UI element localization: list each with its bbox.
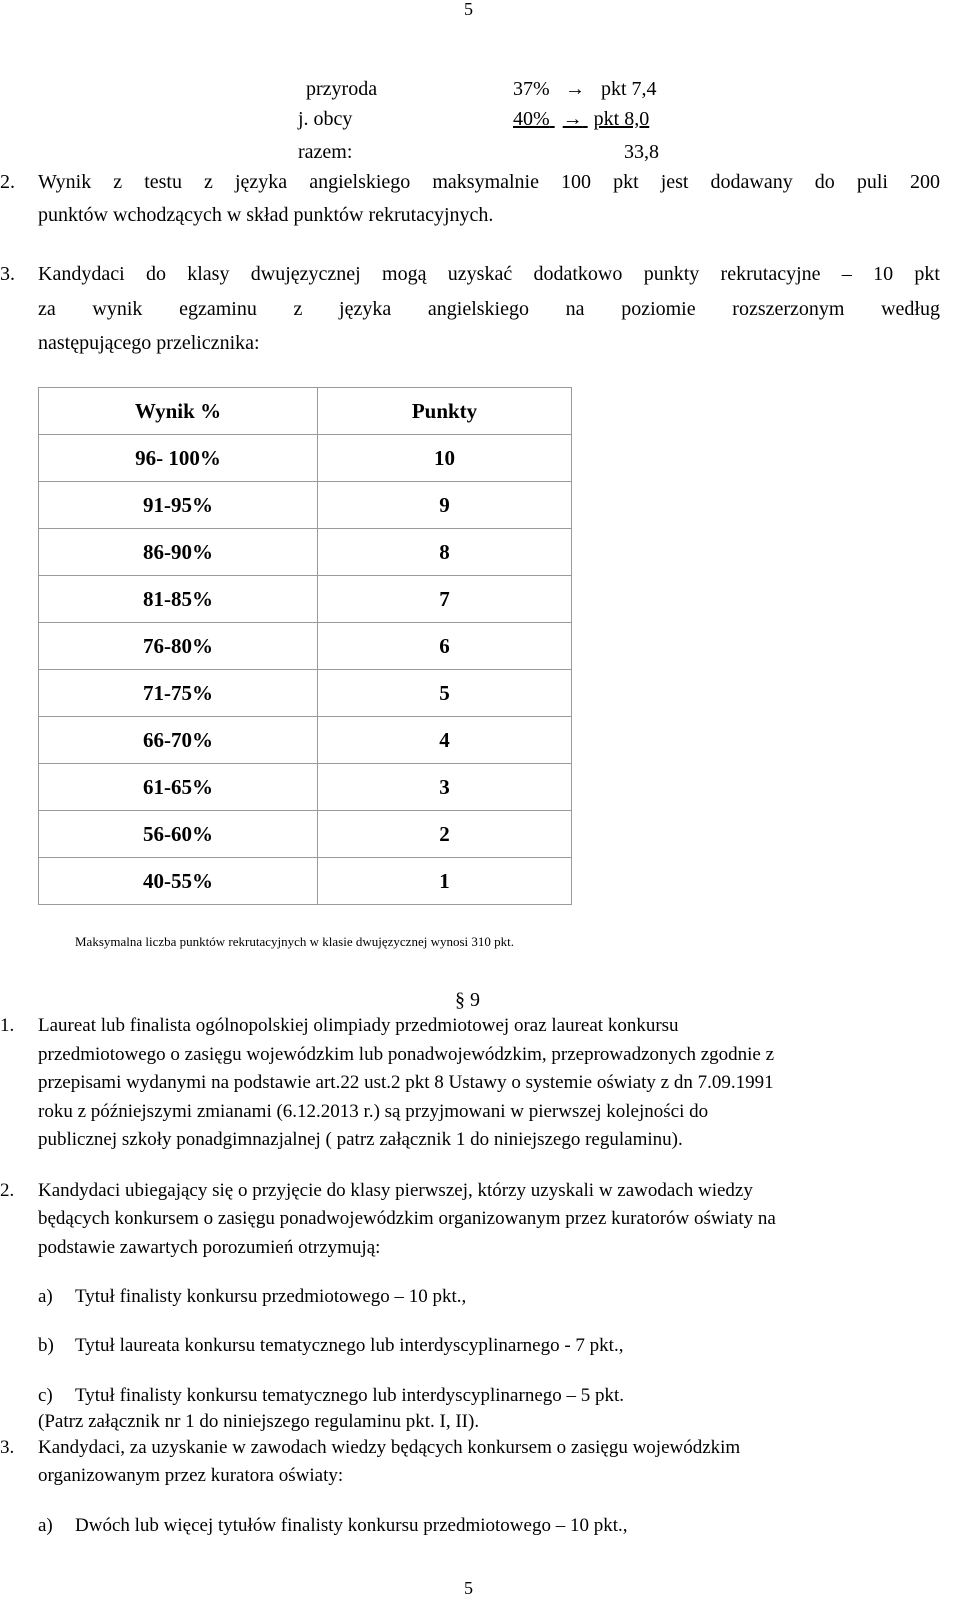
table-cell-points: 7 bbox=[318, 576, 572, 623]
point3-line-1: Kandydaci do klasy dwujęzycznej mogą uzyskać dodatkowo punkty rekrutacyjne – 10 pkt bbox=[38, 263, 940, 285]
summary-label-przyroda: przyroda bbox=[306, 78, 378, 100]
table-cell-score: 86-90% bbox=[39, 529, 318, 576]
s9-p2-item-c-letter: c) bbox=[38, 1385, 53, 1406]
table-cell-points: 2 bbox=[318, 811, 572, 858]
table-cell-score: 81-85% bbox=[39, 576, 318, 623]
table-row bbox=[39, 858, 572, 905]
s9-p3-item-a-letter: a) bbox=[38, 1515, 53, 1536]
s9-p2-item-b-letter: b) bbox=[38, 1335, 54, 1356]
summary-percent-jobcy: 40% bbox=[513, 108, 550, 130]
s9-p1-number: 1. bbox=[0, 1015, 15, 1036]
table-cell-score: 71-75% bbox=[39, 670, 318, 717]
table-header-score: Wynik % bbox=[39, 388, 318, 435]
point3-line-3: następującego przelicznika: bbox=[38, 332, 260, 354]
point2-line-2: punktów wchodzących w skład punktów rekrutacyjnych. bbox=[38, 204, 494, 226]
table-row bbox=[39, 717, 572, 764]
table-cell-points: 4 bbox=[318, 717, 572, 764]
s9-p2-note: (Patrz załącznik nr 1 do niniejszego regulaminu pkt. I, II). bbox=[38, 1411, 480, 1432]
table-header-row bbox=[39, 388, 572, 435]
table-row bbox=[39, 576, 572, 623]
s9-p3-item-a-text: Dwóch lub więcej tytułów finalisty konkursu przedmiotowego – 10 pkt., bbox=[75, 1515, 628, 1536]
s9-p2-item-b-text: Tytuł laureata konkursu tematycznego lub interdyscyplinarnego - 7 pkt., bbox=[75, 1335, 624, 1356]
table-row bbox=[39, 811, 572, 858]
summary-points-jobcy: pkt 8,0 bbox=[593, 108, 650, 130]
s9-p2-line-1: Kandydaci ubiegający się o przyjęcie do klasy pierwszej, którzy uzyskali w zawodach wiedzy bbox=[38, 1180, 753, 1201]
table-header-points: Punkty bbox=[318, 388, 572, 435]
table-cell-points: 3 bbox=[318, 764, 572, 811]
table-cell-score: 56-60% bbox=[39, 811, 318, 858]
conversion-table bbox=[38, 387, 572, 905]
summary-percent-przyroda: 37% bbox=[513, 78, 550, 100]
arrow-icon: → bbox=[562, 108, 583, 130]
table-row bbox=[39, 764, 572, 811]
summary-total-label: razem: bbox=[298, 141, 353, 163]
point2-line-1: Wynik z testu z języka angielskiego maksymalnie 100 pkt jest dodawany do puli 200 bbox=[38, 171, 940, 193]
summary-label-jobcy: j. obcy bbox=[298, 108, 353, 130]
table-row bbox=[39, 623, 572, 670]
table-cell-points: 1 bbox=[318, 858, 572, 905]
table-row bbox=[39, 670, 572, 717]
table-cell-score: 91-95% bbox=[39, 482, 318, 529]
section-heading: § 9 bbox=[455, 989, 480, 1011]
page-number-bottom: 5 bbox=[464, 1578, 473, 1598]
table-cell-points: 6 bbox=[318, 623, 572, 670]
table-row bbox=[39, 435, 572, 482]
table-cell-score: 76-80% bbox=[39, 623, 318, 670]
table-cell-score: 61-65% bbox=[39, 764, 318, 811]
arrow-icon: → bbox=[565, 78, 585, 100]
s9-p1-line-1: Laureat lub finalista ogólnopolskiej olimpiady przedmiotowej oraz laureat konkursu bbox=[38, 1015, 679, 1036]
s9-p2-number: 2. bbox=[0, 1180, 15, 1201]
s9-p1-line-4: roku z późniejszymi zmianami (6.12.2013 r.) są przyjmowani w pierwszej kolejności do bbox=[38, 1101, 709, 1122]
s9-p2-item-a-text: Tytuł finalisty konkursu przedmiotowego – 10 pkt., bbox=[75, 1286, 467, 1307]
s9-p2-item-c-text: Tytuł finalisty konkursu tematycznego lub interdyscyplinarnego – 5 pkt. bbox=[75, 1385, 625, 1406]
point3-number: 3. bbox=[0, 263, 15, 285]
point3-line-2: za wynik egzaminu z języka angielskiego na poziomie rozszerzonym według bbox=[38, 298, 940, 320]
table-cell-points: 8 bbox=[318, 529, 572, 576]
table-cell-score: 66-70% bbox=[39, 717, 318, 764]
s9-p2-item-a-letter: a) bbox=[38, 1286, 53, 1307]
table-row bbox=[39, 529, 572, 576]
summary-points-przyroda: pkt 7,4 bbox=[601, 78, 657, 100]
table-cell-points: 10 bbox=[318, 435, 572, 482]
s9-p1-line-5: publicznej szkoły ponadgimnazjalnej ( patrz załącznik 1 do niniejszego regulaminu). bbox=[38, 1129, 683, 1150]
table-cell-points: 5 bbox=[318, 670, 572, 717]
page-number-top: 5 bbox=[464, 0, 473, 19]
s9-p3-number: 3. bbox=[0, 1437, 15, 1458]
s9-p3-line-2: organizowanym przez kuratora oświaty: bbox=[38, 1465, 344, 1486]
s9-p1-line-2: przedmiotowego o zasięgu wojewódzkim lub ponadwojewódzkim, przeprowadzonych zgodnie z bbox=[38, 1044, 775, 1065]
summary-jobcy-underlined bbox=[513, 107, 671, 131]
point2-number: 2. bbox=[0, 171, 15, 193]
s9-p3-line-1: Kandydaci, za uzyskanie w zawodach wiedzy będących konkursem o zasięgu wojewódzkim bbox=[38, 1437, 741, 1458]
table-cell-score: 96- 100% bbox=[39, 435, 318, 482]
table-cell-points: 9 bbox=[318, 482, 572, 529]
table-note: Maksymalna liczba punktów rekrutacyjnych w klasie dwujęzycznej wynosi 310 pkt. bbox=[75, 934, 514, 949]
s9-p1-line-3: przepisami wydanymi na podstawie art.22 ust.2 pkt 8 Ustawy o systemie oświaty z dn 7.09.1991 bbox=[38, 1072, 774, 1093]
s9-p2-line-3: podstawie zawartych porozumień otrzymują: bbox=[38, 1237, 381, 1258]
s9-p2-line-2: będących konkursem o zasięgu ponadwojewódzkim organizowanym przez kuratorów oświaty na bbox=[38, 1208, 776, 1229]
table-cell-score: 40-55% bbox=[39, 858, 318, 905]
table-row bbox=[39, 482, 572, 529]
summary-total-value: 33,8 bbox=[624, 141, 659, 163]
